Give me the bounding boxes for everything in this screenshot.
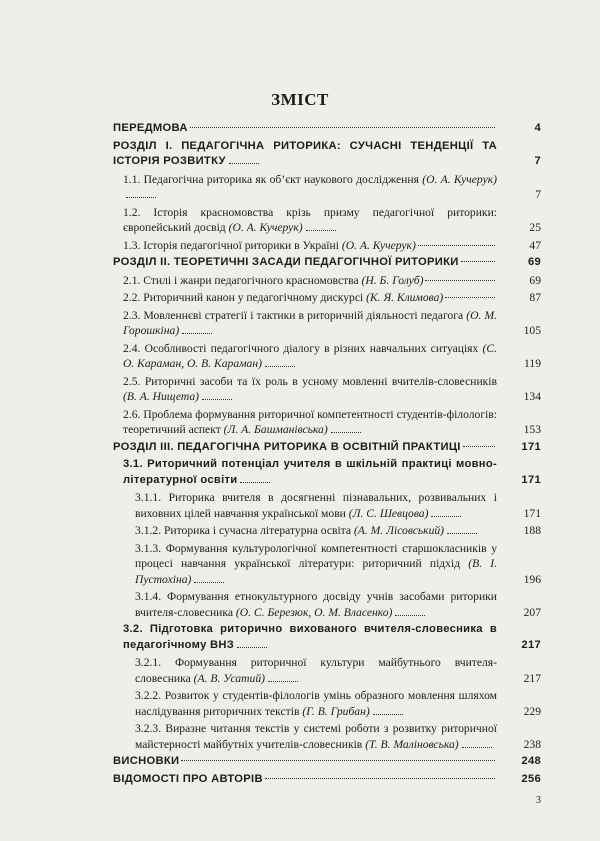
table-of-contents [113, 121, 541, 789]
toc-entry[interactable] [113, 457, 541, 488]
toc-page-number: 7 [534, 155, 541, 167]
toc-entry-title [135, 541, 497, 588]
toc-entry[interactable] [113, 205, 541, 236]
dot-leader [425, 280, 495, 281]
toc-entry-title [123, 205, 497, 236]
page-number: 3 [536, 795, 541, 806]
toc-entry-author: (О. А. Кучерук) [228, 221, 303, 234]
toc-entry[interactable] [113, 589, 541, 620]
dot-leader [202, 399, 232, 400]
toc-entry-text: 3.1.2. Риторика і сучасна літературна освіта [135, 524, 352, 537]
dot-leader [190, 127, 495, 128]
toc-entry-author: (О. А. Кучерук) [341, 238, 416, 252]
toc-entry-title [123, 622, 497, 653]
toc-entry-text: ВИСНОВКИ [113, 755, 180, 767]
toc-entry[interactable] [113, 622, 541, 653]
dot-leader [462, 747, 492, 748]
dot-leader [447, 533, 477, 534]
toc-entry-author: (Л. А. Башманівська) [223, 423, 328, 436]
toc-entry-text: 2.4. Особливості педагогічного діалогу в різних навчальних ситуаціях [123, 341, 479, 355]
dot-leader [229, 163, 259, 164]
toc-entry-author: (А. В. Усатий) [193, 671, 265, 685]
toc-page-number: 217 [523, 671, 541, 685]
toc-entry-text: 2.6. Проблема формування риторичної компетентності студентів-філологів: теоретичний аспект [123, 407, 497, 436]
toc-page-number: 217 [521, 638, 541, 651]
toc-entry[interactable] [113, 655, 541, 686]
toc-page-number: 105 [523, 324, 541, 337]
toc-entry-title [135, 490, 497, 521]
toc-entry-title [123, 457, 497, 488]
toc-entry-author: (О. С. Березюк, О. М. Власенко) [235, 605, 393, 619]
toc-page-number: 25 [529, 221, 541, 234]
toc-page-number: 196 [523, 572, 541, 586]
dot-leader [461, 261, 495, 262]
toc-entry-text: 3.1. Риторичний потенціал учителя в шкільній практиці мовно-літературної освіти [123, 458, 497, 486]
toc-entry-title [123, 407, 497, 438]
toc-page-number: 207 [523, 605, 541, 619]
toc-entry-title [135, 523, 497, 539]
toc-entry-title [113, 139, 497, 170]
toc-page-number: 238 [523, 737, 541, 751]
toc-entry[interactable] [113, 490, 541, 521]
toc-entry-title [135, 721, 497, 752]
toc-entry-title [135, 655, 497, 686]
toc-entry-text: 1.2. Історія красномовства крізь призму педагогічної риторики: європейський досвід [123, 205, 497, 234]
toc-entry[interactable] [113, 721, 541, 752]
dot-leader [237, 647, 267, 648]
toc-entry-title [113, 255, 497, 271]
toc-entry-title [123, 341, 497, 372]
toc-page-number: 4 [534, 122, 541, 134]
toc-entry-title [123, 308, 497, 339]
toc-entry-author: (Т. В. Маліновська) [365, 737, 459, 751]
toc-page-number: 171 [523, 506, 541, 520]
toc-page-number: 134 [523, 390, 541, 403]
toc-entry-text: ПЕРЕДМОВА [113, 122, 188, 134]
dot-leader [463, 446, 495, 447]
toc-entry-author: (С. О. Караман, О. В. Караман) [123, 341, 497, 370]
toc-entry[interactable] [113, 290, 541, 306]
toc-entry[interactable] [113, 255, 541, 271]
toc-entry-text: РОЗДІЛ І. ПЕДАГОГІЧНА РИТОРИКА: СУЧАСНІ ТЕНДЕНЦІЇ ТА ІСТОРІЯ РОЗВИТКУ [113, 139, 497, 167]
toc-page-number: 69 [529, 273, 541, 287]
toc-entry[interactable] [113, 172, 541, 203]
dot-leader [181, 760, 495, 761]
toc-entry-author: (В. А. Нищета) [123, 390, 199, 403]
dot-leader [431, 516, 461, 517]
toc-entry-text: 2.3. Мовленнєві стратегії і тактики в риторичній діяльності педагога [123, 308, 464, 322]
dot-leader [306, 230, 336, 231]
toc-entry-title [113, 440, 497, 456]
dot-leader [240, 482, 270, 483]
toc-entry-text: 2.2. Риторичний канон у педагогічному дискурсі [123, 291, 364, 304]
toc-page-number: 7 [535, 188, 541, 201]
toc-page-number: 69 [527, 256, 541, 268]
toc-page-number: 248 [521, 755, 541, 767]
toc-entry[interactable] [113, 238, 541, 254]
toc-entry-text: ВІДОМОСТІ ПРО АВТОРІВ [113, 772, 263, 785]
toc-page-number: 153 [523, 423, 541, 436]
toc-entry-text: 1.1. Педагогічна риторика як об’єкт наукового дослідження [123, 172, 419, 186]
toc-entry-text: 1.3. Історія педагогічної риторики в Україні [123, 238, 339, 252]
page-title: ЗМІСТ [271, 90, 329, 109]
toc-entry[interactable] [113, 273, 541, 289]
dot-leader [126, 197, 156, 198]
toc-entry[interactable] [113, 139, 541, 170]
toc-entry[interactable] [113, 308, 541, 339]
toc-entry-title [123, 172, 497, 203]
toc-entry-title [135, 589, 497, 620]
toc-entry[interactable] [113, 772, 541, 788]
dot-leader [373, 714, 403, 715]
toc-entry-text: 3.2.1. Формування риторичної культури майбутнього вчителя-словесника [135, 656, 497, 685]
toc-entry-author: (К. Я. Климова) [366, 291, 444, 304]
toc-entry[interactable] [113, 523, 541, 539]
toc-entry-author: (Н. Б. Голуб) [361, 273, 424, 287]
toc-page-number: 188 [523, 524, 541, 537]
dot-leader [395, 615, 425, 616]
toc-page-number: 87 [529, 291, 541, 304]
toc-entry-text: РОЗДІЛ ІІ. ТЕОРЕТИЧНІ ЗАСАДИ ПЕДАГОГІЧНОЇ РИТОРИКИ [113, 256, 459, 268]
toc-entry[interactable] [113, 541, 541, 588]
dot-leader [182, 333, 212, 334]
dot-leader [268, 681, 298, 682]
toc-entry-text: 3.2. Підготовка риторично вихованого вчителя-словесника в педагогічному ВНЗ [123, 623, 497, 651]
toc-entry-author: (В. І. Пустохіна) [135, 557, 498, 586]
toc-entry-text: РОЗДІЛ ІІІ. ПЕДАГОГІЧНА РИТОРИКА В ОСВІТНІЙ ПРАКТИЦІ [113, 440, 461, 453]
toc-entry-title [123, 290, 497, 306]
toc-entry[interactable] [113, 407, 541, 438]
toc-entry-text: 2.1. Стилі і жанри педагогічного красномовства [123, 273, 359, 287]
toc-page-number: 171 [521, 440, 541, 453]
toc-page-number: 171 [521, 473, 541, 486]
toc-entry-title [123, 238, 497, 254]
toc-entry-author: (О. А. Кучерук) [422, 172, 497, 186]
toc-entry-author: (Л. С. Шевцова) [348, 506, 429, 520]
toc-entry-title [113, 121, 497, 137]
toc-entry-text: 3.1.1. Риторика вчителя в досягненні пізнавальних, розвивальних і виховних цілей навчання української мови [135, 491, 497, 520]
toc-entry-author: (О. М. Горошкіна) [123, 308, 497, 337]
toc-entry-text: 3.1.4. Формування етнокультурного досвіду учнів засобами риторики вчителя-словесника [135, 590, 497, 619]
toc-page-number: 229 [523, 704, 541, 718]
toc-page-number: 256 [521, 772, 541, 785]
toc-entry[interactable] [113, 121, 541, 137]
toc-entry-text: 2.5. Риторичні засоби та їх роль в усному мовленні вчителів-словесників [123, 374, 497, 388]
toc-entry[interactable] [113, 754, 541, 770]
toc-page-number: 119 [524, 357, 541, 370]
dot-leader [331, 432, 361, 433]
toc-entry-title [123, 273, 497, 289]
toc-entry[interactable] [113, 440, 541, 456]
toc-entry-title [135, 688, 497, 719]
toc-entry[interactable] [113, 688, 541, 719]
dot-leader [265, 778, 495, 779]
toc-entry-title [113, 754, 497, 770]
toc-entry-author: (Г. В. Грибан) [302, 704, 370, 718]
dot-leader [265, 366, 295, 367]
dot-leader [445, 297, 495, 298]
toc-entry-text: 3.1.3. Формування культурологічної компетентності старшокласників у процесі навчання української літератури: риторичний підхід [135, 541, 497, 570]
toc-entry-title [123, 374, 497, 405]
toc-entry-text: 3.2.3. Виразне читання текстів у системі роботи з розвитку риторичної майстерності майбутніх учителів-словесників [135, 722, 497, 751]
toc-entry-text: 3.2.2. Розвиток у студентів-філологів умінь образного мовлення шляхом наслідування риторичних текстів [135, 689, 497, 718]
toc-page-number: 47 [529, 238, 541, 252]
dot-leader [194, 582, 224, 583]
toc-entry-title [113, 772, 497, 788]
dot-leader [418, 245, 495, 246]
toc-entry[interactable] [113, 341, 541, 372]
toc-entry-author: (А. М. Лісовський) [353, 524, 445, 537]
toc-entry[interactable] [113, 374, 541, 405]
